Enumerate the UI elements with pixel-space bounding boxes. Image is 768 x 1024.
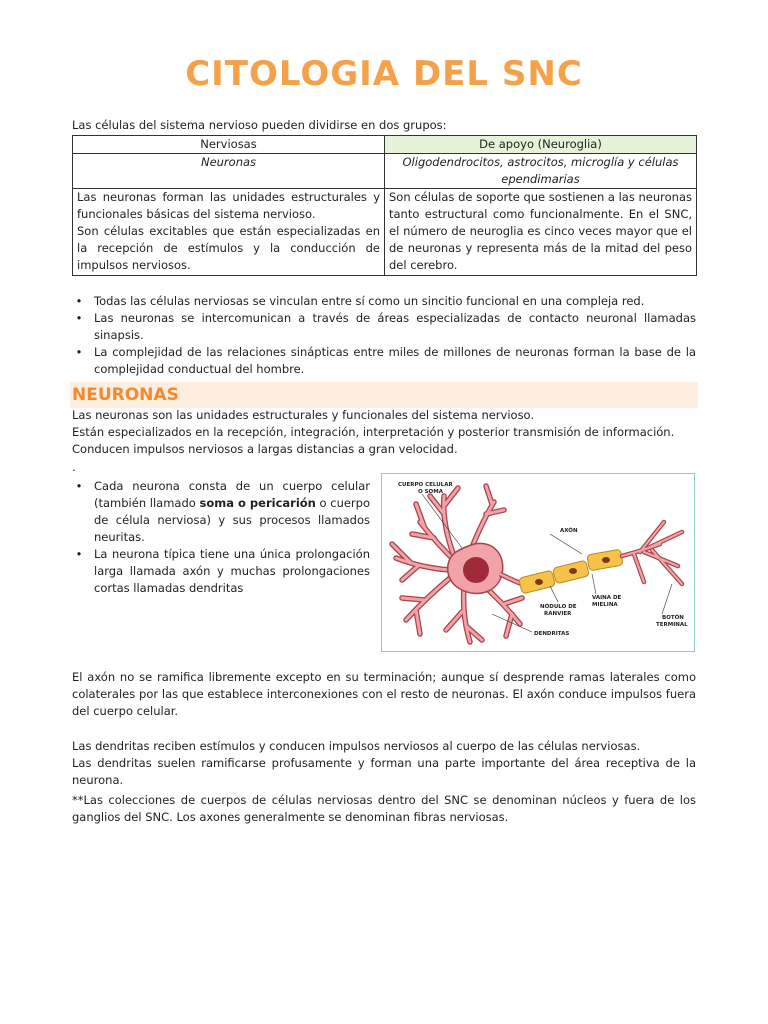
footnote-paragraph: **Las colecciones de cuerpos de células nerviosas dentro del SNC se denominan núcleos y fuera de los ganglios del SNC. Los axones generalmente se denominan fibras nerviosas. bbox=[72, 793, 696, 824]
dendrites-paragraphs bbox=[72, 738, 696, 789]
header-nerviosas: Nerviosas bbox=[73, 136, 385, 154]
neuron-diagram bbox=[381, 473, 695, 652]
bullet-list-neuron-parts bbox=[72, 478, 370, 597]
table-header-row bbox=[73, 136, 697, 154]
cell-groups-table bbox=[72, 135, 697, 276]
neuronas-intro bbox=[72, 407, 696, 458]
schwann-nucleus bbox=[602, 557, 610, 563]
paragraph-line: Están especializados en la recepción, integración, interpretación y posterior transmisión de información. bbox=[72, 425, 675, 439]
label-boton: BOTÓN bbox=[662, 615, 684, 621]
myelin-sheath bbox=[519, 549, 624, 594]
paragraph-line: Las neuronas son las unidades estructurales y funcionales del sistema nervioso. bbox=[72, 408, 535, 422]
label-ranvier: NÓDULO DE bbox=[540, 604, 577, 610]
bullet-icon: • bbox=[75, 547, 83, 561]
bullet-list-general bbox=[72, 293, 696, 378]
section-heading-bar bbox=[70, 382, 698, 408]
label-axon: AXÓN bbox=[560, 528, 578, 534]
label-boton-2: TERMINAL bbox=[656, 622, 688, 628]
schwann-nucleus bbox=[535, 579, 543, 585]
cell-neuroglia-desc: Son células de soporte que sostienen a las neuronas tanto estructural como funcionalmente. En el SNC, el número de neuroglia es cinco veces mayor que el de neuronas y representa más de la mitad del peso del cerebro. bbox=[385, 189, 697, 276]
paragraph-line: Las dendritas suelen ramificarse profusamente y forman una parte importante del área receptiva de la neurona. bbox=[72, 756, 696, 787]
label-myelin: VAINA DE bbox=[592, 595, 622, 601]
list-item: • La complejidad de las relaciones sinápticas entre miles de millones de neuronas forman la base de la complejidad conductual del hombre. bbox=[72, 344, 696, 378]
bullet-icon: • bbox=[75, 294, 83, 308]
neuron-illustration bbox=[382, 474, 694, 651]
page-title: CITOLOGIA DEL SNC bbox=[185, 54, 583, 94]
section-heading: NEURONAS bbox=[72, 385, 179, 405]
neuronas-desc-2: Son células excitables que están especializadas en la recepción de estímulos y la conducción de impulsos nerviosos. bbox=[77, 224, 380, 272]
list-item: • La neurona típica tiene una única prolongación larga llamada axón y muchas prolongaciones cortas llamadas dendritas bbox=[72, 546, 370, 597]
soma-term: soma o pericarión bbox=[199, 496, 316, 510]
list-item: • Todas las células nerviosas se vinculan entre sí como un sincitio funcional en una compleja red. bbox=[72, 293, 696, 310]
sub-neuroglia-types: Oligodendrocitos, astrocitos, microglía y células ependimarias bbox=[385, 154, 697, 189]
bullet-icon: • bbox=[75, 345, 83, 359]
bullet-icon: • bbox=[75, 311, 83, 325]
label-soma-2: O SOMA bbox=[418, 489, 443, 495]
bullet-icon: • bbox=[75, 479, 83, 493]
stray-dot: . bbox=[72, 460, 76, 474]
neuronas-desc-1: Las neuronas forman las unidades estructurales y funcionales básicas del sistema nervioso. bbox=[77, 190, 380, 221]
label-ranvier-2: RANVIER bbox=[544, 611, 572, 617]
paragraph-line: Las dendritas reciben estímulos y conducen impulsos nerviosos al cuerpo de las células nerviosas. bbox=[72, 739, 641, 753]
table-subheader-row bbox=[73, 154, 697, 189]
label-dendrites: DENDRITAS bbox=[534, 631, 570, 637]
nucleus-icon bbox=[463, 557, 489, 583]
cell-neuronas-desc bbox=[73, 189, 385, 276]
label-soma: CUERPO CELULAR bbox=[398, 482, 453, 488]
label-myelin-2: MIELINA bbox=[592, 602, 618, 608]
list-item: • Cada neurona consta de un cuerpo celular (también llamado soma o pericarión o cuerpo de célula nerviosa) y sus procesos llamados neuritas. bbox=[72, 478, 370, 546]
paragraph-line: Conducen impulsos nerviosos a largas distancias a gran velocidad. bbox=[72, 442, 458, 456]
schwann-nucleus bbox=[569, 568, 577, 574]
list-item: • Las neuronas se intercomunican a través de áreas especializadas de contacto neuronal llamadas sinapsis. bbox=[72, 310, 696, 344]
header-neuroglia: De apoyo (Neuroglia) bbox=[385, 136, 697, 154]
axon-paragraph: El axón no se ramifica libremente excepto en su terminación; aunque sí desprende ramas laterales como colaterales por las que establece interconexiones con el resto de neuronas. El axón conduce impulsos fuera del cuerpo celular. bbox=[72, 670, 696, 718]
intro-text: Las células del sistema nervioso pueden dividirse en dos grupos: bbox=[72, 118, 447, 132]
sub-neuronas: Neuronas bbox=[73, 154, 385, 189]
table-body-row bbox=[73, 189, 697, 276]
